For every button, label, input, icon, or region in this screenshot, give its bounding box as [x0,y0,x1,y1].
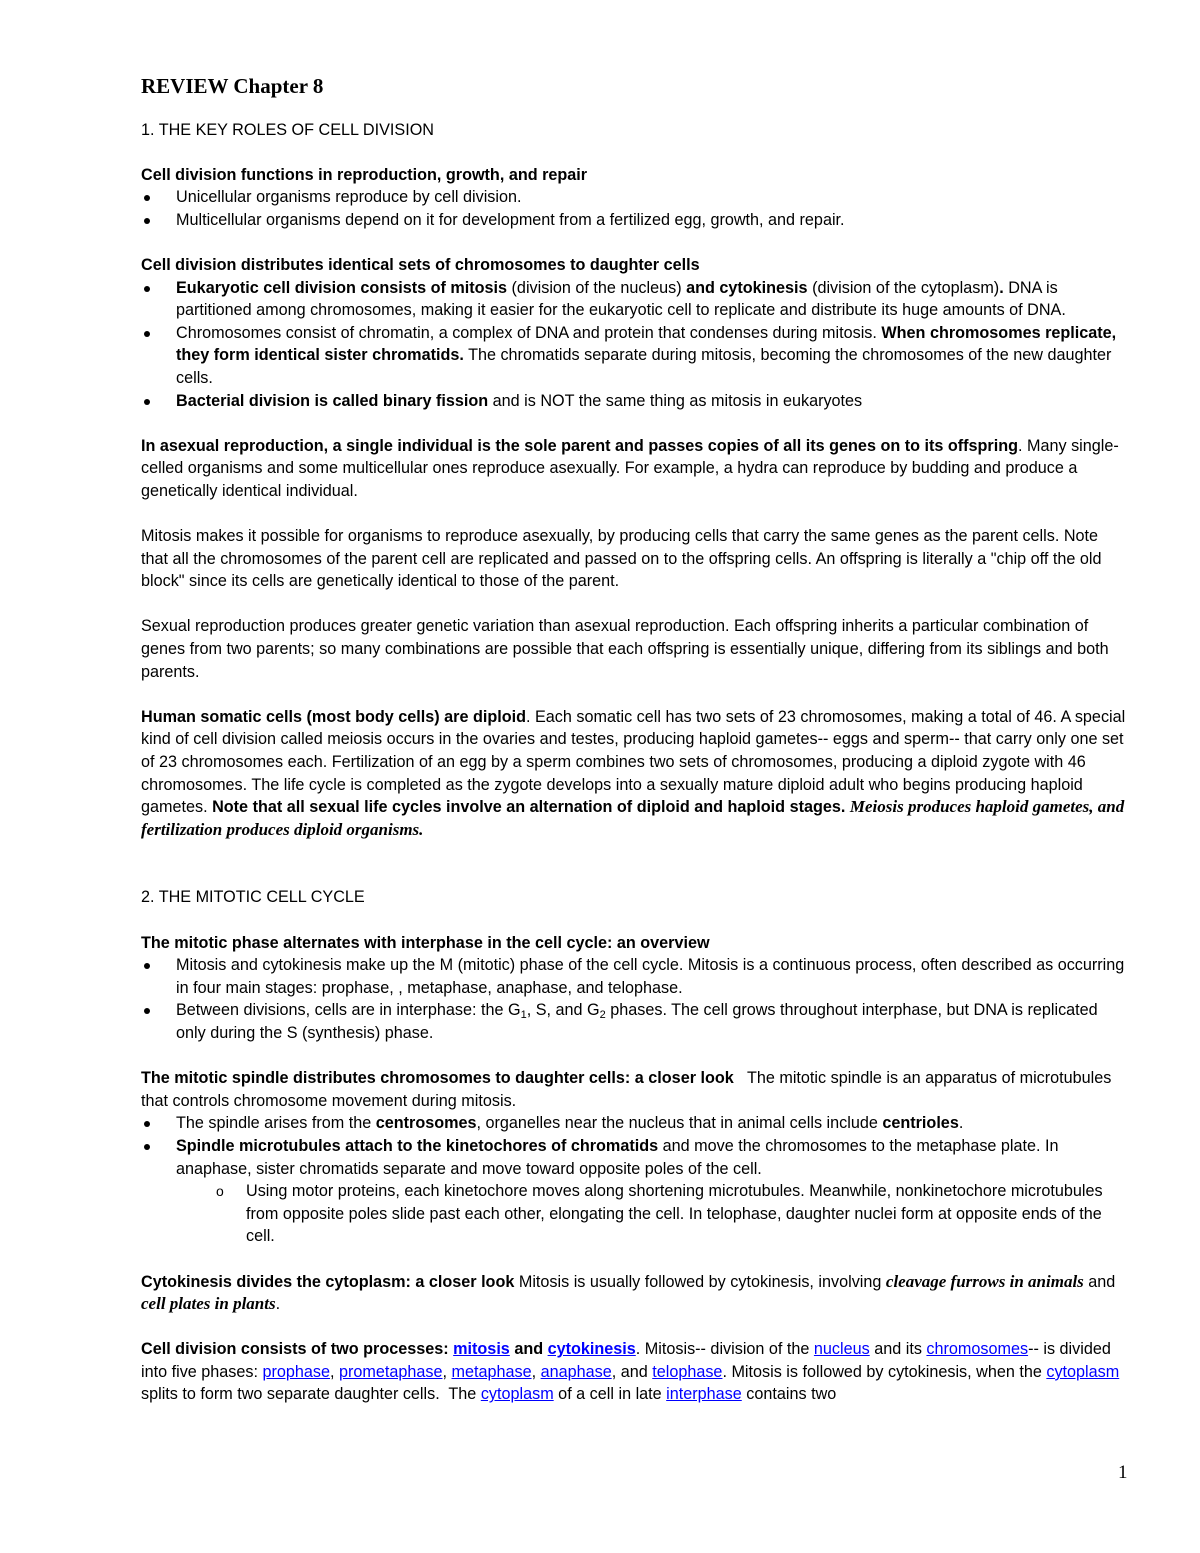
bold-run: The mitotic spindle distributes chromosomes to daughter cells: a closer look [141,1069,734,1088]
bold-run: Cell division consists of two processes: [141,1340,454,1359]
bold-italic-run: Meiosis produces haploid gametes, and fertilization produces diploid organisms. [141,797,1125,839]
bold-run: Bacterial division is called binary fission [176,391,489,410]
bullet-item-bacterial [141,390,1129,413]
text-run: -- is divided into five phases: [141,1340,1111,1381]
text-run: . Each somatic cell has two sets of 23 chromosomes, making a total of 46. A special kind of cell division called meiosis occurs in the ovaries and testes, producing haploid gametes-- eggs and sperm-- that carry only one set of 23 chromosomes each. Fertilization of an egg by a sperm combines two sets of chromosomes, producing a diploid zygote with 46 chromosomes. The life cycle is completed as the zygote develops into a sexually mature diploid adult who begins producing haploid gametes. [141,707,1126,817]
subscript: 2 [599,1009,606,1022]
section-heading-1: 1. THE KEY ROLES OF CELL DIVISION [141,121,434,139]
text-run: Chromosomes consist of chromatin, a complex of DNA and protein that condenses during mitosis. [176,323,882,342]
bullet-item-centrosomes [141,1112,1129,1135]
bold-run: When chromosomes replicate, they form identical sister chromatids. [176,323,1117,365]
text-run: phases. The cell grows throughout interphase, but DNA is replicated only during the S (synthesis) phase. [176,1001,1098,1042]
bullet-list-functions [141,186,1129,231]
link-cytoplasm[interactable]: cytoplasm [1046,1362,1120,1381]
text-run: splits to form two separate daughter cells. The [141,1362,1124,1404]
link-anaphase[interactable]: anaphase [540,1362,612,1381]
bold-italic-run: cleavage furrows in animals [885,1271,1084,1291]
link-nucleus[interactable]: nucleus [813,1340,870,1359]
bold-run: Eukaryotic cell division consists of mitosis [176,278,512,297]
page-content [141,72,1129,1406]
page-number: 1 [1118,1462,1128,1483]
text-run: , organelles near the nucleus that in animal cells include [476,1114,883,1133]
text-run: . [958,1114,964,1133]
link-telophase[interactable]: telophase [652,1362,723,1381]
text-run: . Mitosis-- division of the [635,1340,814,1359]
bold-run: centrosomes [375,1114,477,1133]
text-run: The spindle arises from the [176,1114,376,1133]
bold-run: and cytokinesis [681,278,813,297]
paragraph-mitosis: Mitosis makes it possible for organisms to reproduce asexually, by producing cells that carry the same genes as the parent cells. Note that all the chromosomes of the parent cell are replicated and passed on to the offspring cells. An offspring is literally a "chip off the old block" since its cells are genetically identical to those of the parent. [141,527,1102,591]
page-title: REVIEW Chapter 8 [141,74,324,98]
subheading-overview-text: The mitotic phase alternates with interphase in the cell cycle: an overview [141,933,710,952]
paragraph-somatic [141,706,1129,842]
text-run: , S, and G [526,1001,600,1020]
bullet-list-spindle [141,1112,1129,1248]
bullet-item: Unicellular organisms reproduce by cell division. [141,186,1129,209]
sub-bullet-list [176,1180,1129,1248]
bold-run: . [999,278,1004,297]
text-run: Between divisions, cells are in interphase: the G [176,1001,521,1020]
link-prometaphase[interactable]: prometaphase [339,1362,443,1381]
text-run: , [330,1362,339,1381]
subheading-distributes-text: Cell division distributes identical sets of chromosomes to daughter cells [141,255,700,274]
text-run: contains two [741,1385,837,1404]
paragraph-two-processes [141,1338,1129,1406]
bold-run: and [509,1340,548,1359]
text-run: . Many single-celled organisms and some multicellular ones reproduce asexually. For example, a hydra can reproduce by budding and produce a genetically identical individual. [141,436,1119,500]
section-heading-2: 2. THE MITOTIC CELL CYCLE [141,888,365,907]
link-interphase[interactable]: interphase [666,1385,742,1404]
text-run: , [531,1362,541,1381]
bullet-list-overview [141,954,1129,1044]
bullet-item-chromosomes [141,322,1129,390]
bullet-item: Mitosis and cytokinesis make up the M (mitotic) phase of the cell cycle. Mitosis is a continuous process, often described as occurring in four main stages: prophase, , metaphase, anaphase, and telophase. [141,954,1129,999]
bullet-list-distributes [141,277,1129,413]
bold-run: Spindle microtubules attach to the kinetochores of chromatids [176,1136,659,1155]
paragraph-spindle [141,1067,1129,1112]
paragraph-cytokinesis [141,1271,1129,1316]
bold-run: Note that all sexual life cycles involve an alternation of diploid and haploid stages. [212,798,846,817]
text-run: (division of the cytoplasm) [812,278,1000,297]
subheading-overview [141,932,1129,955]
bold-run: In asexual reproduction, a single individual is the sole parent and passes copies of all its genes on to its offspring [141,436,1019,455]
text-run: and its [869,1340,927,1359]
text-run: and is NOT the same thing as mitosis in eukaryotes [488,391,863,410]
paragraph-asexual [141,435,1129,503]
text-run: (division of the nucleus) [511,278,682,297]
bullet-item-interphase [141,999,1129,1044]
link-prophase[interactable]: prophase [262,1362,330,1381]
bold-run: centrioles [882,1114,959,1133]
text-run: Mitosis is usually followed by cytokinesis, involving [514,1272,886,1291]
text-run: . [275,1295,281,1314]
text-run: . Mitosis is followed by cytokinesis, when the [722,1362,1047,1381]
subheading-functions [141,164,1129,187]
subheading-distributes [141,254,1129,277]
link-metaphase[interactable]: metaphase [451,1362,532,1381]
sub-bullet-item: o Using motor proteins, each kinetochore moves along shortening microtubules. Meanwhile, nonkinetochore microtubules from opposite poles slide past each other, elongating the cell. In telophase, daughter nuclei form at opposite ends of the cell. [141,1180,1129,1248]
bold-run: Cytokinesis divides the cytoplasm: a closer look [141,1272,515,1291]
link-cytokinesis[interactable]: cytokinesis [547,1340,636,1359]
link-cytoplasm-2[interactable]: cytoplasm [480,1385,554,1404]
bullet-item-eukaryotic [141,277,1129,322]
text-run: and [1083,1272,1116,1291]
bullet-item: Multicellular organisms depend on it for development from a fertilized egg, growth, and repair. [141,209,1129,232]
text-run: of a cell in late [553,1385,667,1404]
bold-run: Human somatic cells (most body cells) are diploid [141,707,526,726]
subheading-functions-text: Cell division functions in reproduction, growth, and repair [141,165,588,184]
bullet-item-microtubules [141,1135,1129,1248]
subscript: 1 [520,1009,527,1022]
link-chromosomes[interactable]: chromosomes [926,1340,1029,1359]
text-run: and move the chromosomes to the metaphase plate. In anaphase, sister chromatids separate and move toward opposite poles of the cell. [176,1136,1059,1178]
text-run: , [442,1362,452,1381]
link-mitosis[interactable]: mitosis [453,1340,510,1359]
bold-italic-run: cell plates in plants [141,1294,276,1314]
paragraph-sexual: Sexual reproduction produces greater genetic variation than asexual reproduction. Each offspring inherits a particular combination of genes from two parents; so many combinations are possible that each offspring is essentially unique, differing from its siblings and both parents. [141,617,1109,681]
text-run: DNA is partitioned among chromosomes, making it easier for the eukaryotic cell to replicate and distribute its huge amounts of DNA. [176,278,1066,320]
text-run: The mitotic spindle is an apparatus of microtubules that controls chromosome movement during mitosis. [141,1069,1116,1110]
text-run: The chromatids separate during mitosis, becoming the chromosomes of the new daughter cells. [176,346,1112,387]
text-run: , and [611,1362,653,1381]
